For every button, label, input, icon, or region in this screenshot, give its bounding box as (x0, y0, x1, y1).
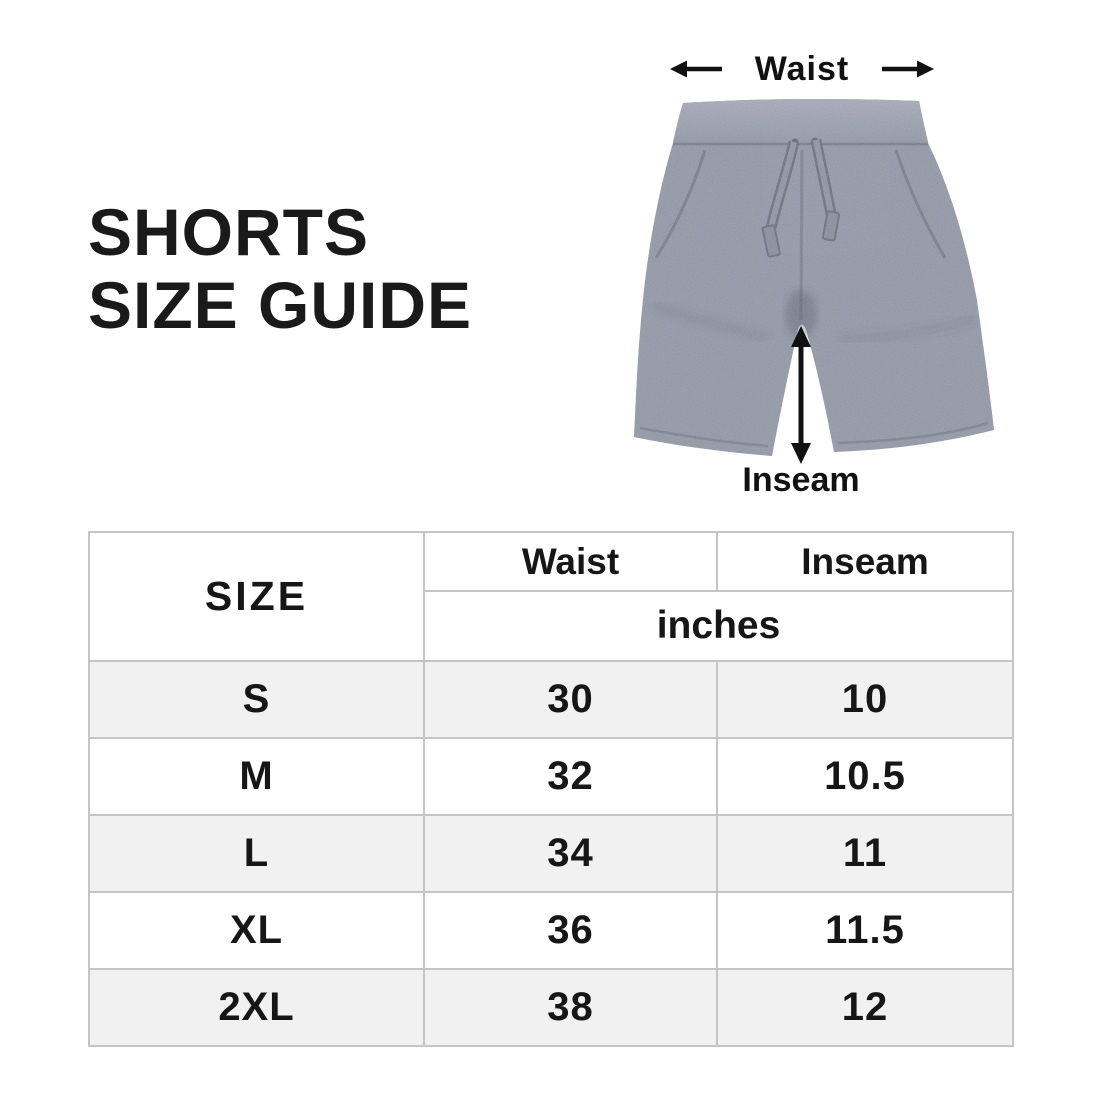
column-header-size: SIZE (89, 532, 424, 661)
column-header-waist: Waist (424, 532, 717, 591)
waist-cell: 30 (424, 661, 717, 738)
page-title (88, 196, 472, 342)
table-row-2xl (89, 969, 1013, 1046)
size-cell: 2XL (89, 969, 424, 1046)
arrow-left-icon (670, 60, 722, 78)
waist-label: Waist (754, 49, 850, 88)
column-header-inseam: Inseam (717, 532, 1013, 591)
table-row-l (89, 815, 1013, 892)
inseam-cell: 11.5 (717, 892, 1013, 969)
size-table (88, 531, 1014, 1047)
inseam-cell: 10.5 (717, 738, 1013, 815)
table-row-m (89, 738, 1013, 815)
table-header-row-measures (89, 532, 1013, 591)
size-cell: S (89, 661, 424, 738)
table-row-xl (89, 892, 1013, 969)
inseam-cell: 11 (717, 815, 1013, 892)
size-cell: XL (89, 892, 424, 969)
inseam-cell: 10 (717, 661, 1013, 738)
inseam-label: Inseam (742, 461, 860, 499)
size-cell: M (89, 738, 424, 815)
waist-cell: 38 (424, 969, 717, 1046)
page-title-line1: SHORTS (88, 195, 370, 269)
page-title-line2: SIZE GUIDE (88, 268, 473, 342)
fabric-grain-dark (615, 90, 1015, 470)
shorts-image (615, 90, 1015, 470)
arrow-right-icon (882, 60, 934, 78)
unit-header: inches (424, 591, 1013, 661)
table-row-s (89, 661, 1013, 738)
waist-cell: 36 (424, 892, 717, 969)
waist-cell: 32 (424, 738, 717, 815)
inseam-arrow-icon (788, 326, 814, 464)
size-cell: L (89, 815, 424, 892)
waist-cell: 34 (424, 815, 717, 892)
inseam-cell: 12 (717, 969, 1013, 1046)
waist-measure-label (670, 49, 934, 88)
